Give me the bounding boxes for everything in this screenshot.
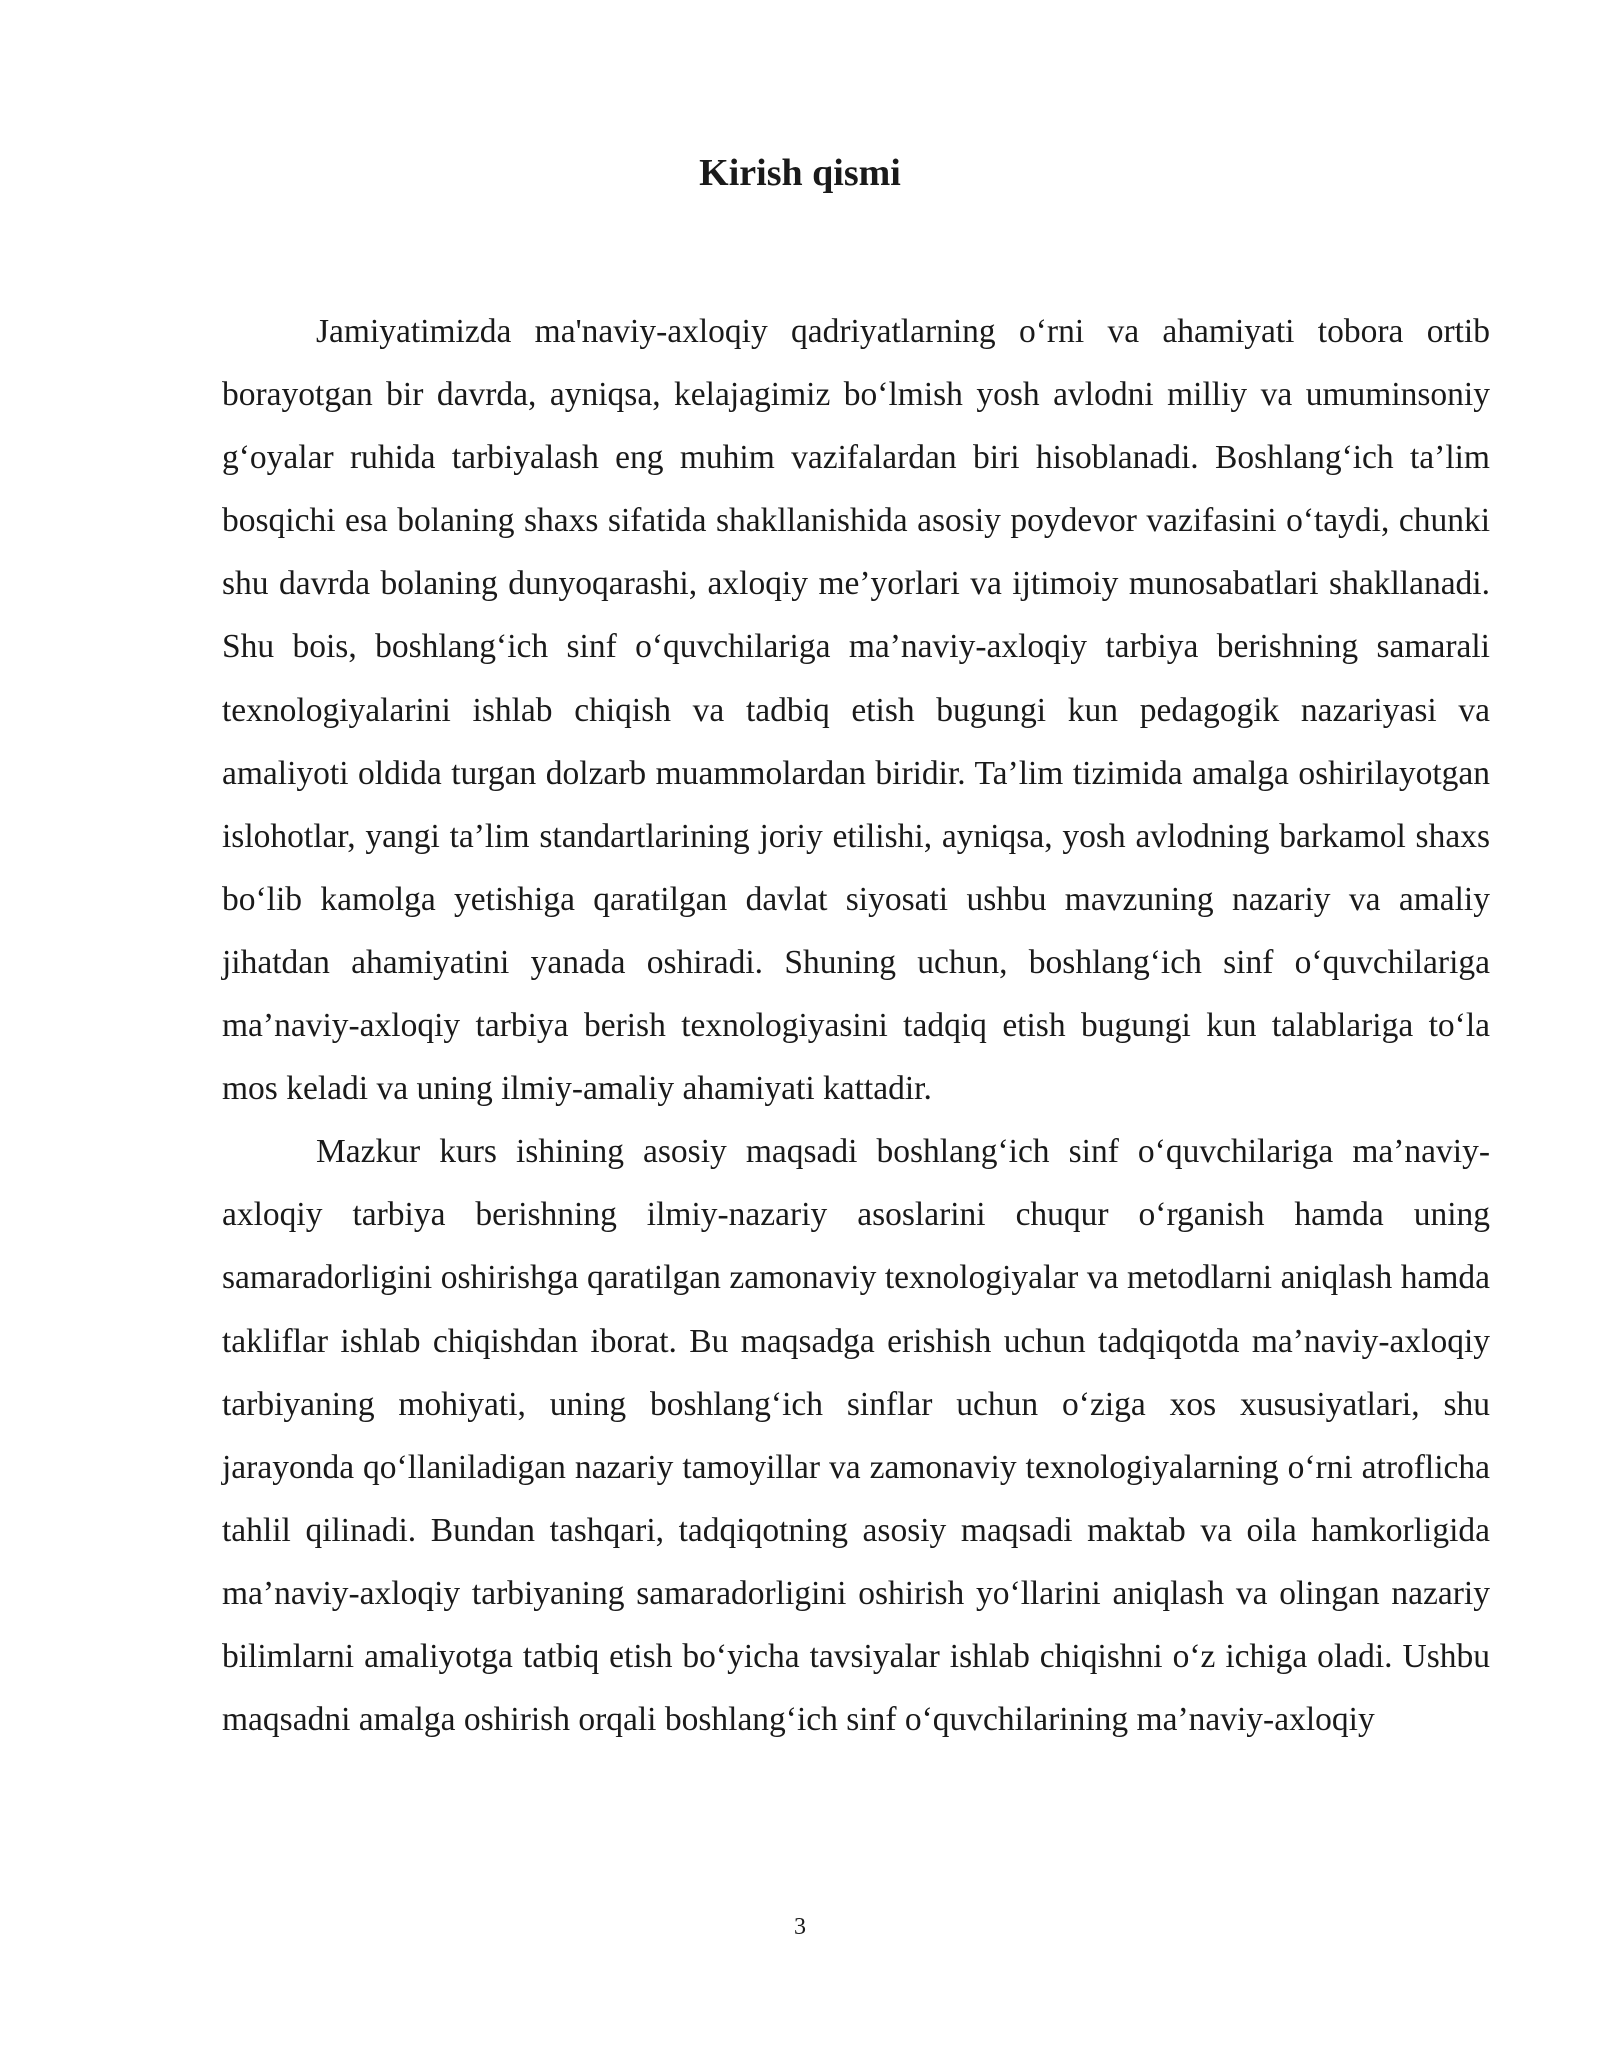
paragraph-1: Jamiyatimizda ma'naviy-axloqiy qadriyatlarning o‘rni va ahamiyati tobora ortib borayotgan bir davrda, ayniqsa, kelajagimiz bo‘lmish yosh avlodni milliy va umuminsoniy g‘oyalar ruhida tarbiyalash eng muhim vazifalardan biri hisoblanadi. Boshlang‘ich ta’lim bosqichi esa bolaning shaxs sifatida shakllanishida asosiy poydevor vazifasini o‘taydi, chunki shu davrda bolaning dunyoqarashi, axloqiy me’yorlari va ijtimoiy munosabatlari shakllanadi. Shu bois, boshlang‘ich sinf o‘quvchilariga ma’naviy-axloqiy tarbiya berishning samarali texnologiyalarini ishlab chiqish va tadbiq etish bugungi kun pedagogik nazariyasi va amaliyoti oldida turgan dolzarb muammolardan biridir. Ta’lim tizimida amalga oshirilayotgan islohotlar, yangi ta’lim standartlarining joriy etilishi, ayniqsa, yosh avlodning barkamol shaxs bo‘lib kamolga yetishiga qaratilgan davlat siyosati ushbu mavzuning nazariy va amaliy jihatdan ahamiyatini yanada oshiradi. Shuning uchun, boshlang‘ich sinf o‘quvchilariga ma’naviy-axloqiy tarbiya berish texnologiyasini tadqiq etish bugungi kun talablariga to‘la mos keladi va uning ilmiy-amaliy ahamiyati kattadir. <box>222 313 1490 1108</box>
page-title: Kirish qismi <box>699 152 901 194</box>
body-text <box>222 300 1490 1751</box>
page-number: 3 <box>794 1914 806 1940</box>
paragraph-2: Mazkur kurs ishining asosiy maqsadi boshlang‘ich sinf o‘quvchilariga ma’naviy-axloqiy tarbiya berishning ilmiy-nazariy asoslarini chuqur o‘rganish hamda uning samaradorligini oshirishga qaratilgan zamonaviy texnologiyalar va metodlarni aniqlash hamda takliflar ishlab chiqishdan iborat. Bu maqsadga erishish uchun tadqiqotda ma’naviy-axloqiy tarbiyaning mohiyati, uning boshlang‘ich sinflar uchun o‘ziga xos xususiyatlari, shu jarayonda qo‘llaniladigan nazariy tamoyillar va zamonaviy texnologiyalarning o‘rni atroflicha tahlil qilinadi. Bundan tashqari, tadqiqotning asosiy maqsadi maktab va oila hamkorligida ma’naviy-axloqiy tarbiyaning samaradorligini oshirish yo‘llarini aniqlash va olingan nazariy bilimlarni amaliyotga tatbiq etish bo‘yicha tavsiyalar ishlab chiqishni o‘z ichiga oladi. Ushbu maqsadni amalga oshirish orqali boshlang‘ich sinf o‘quvchilarining ma’naviy-axloqiy <box>222 1133 1490 1739</box>
